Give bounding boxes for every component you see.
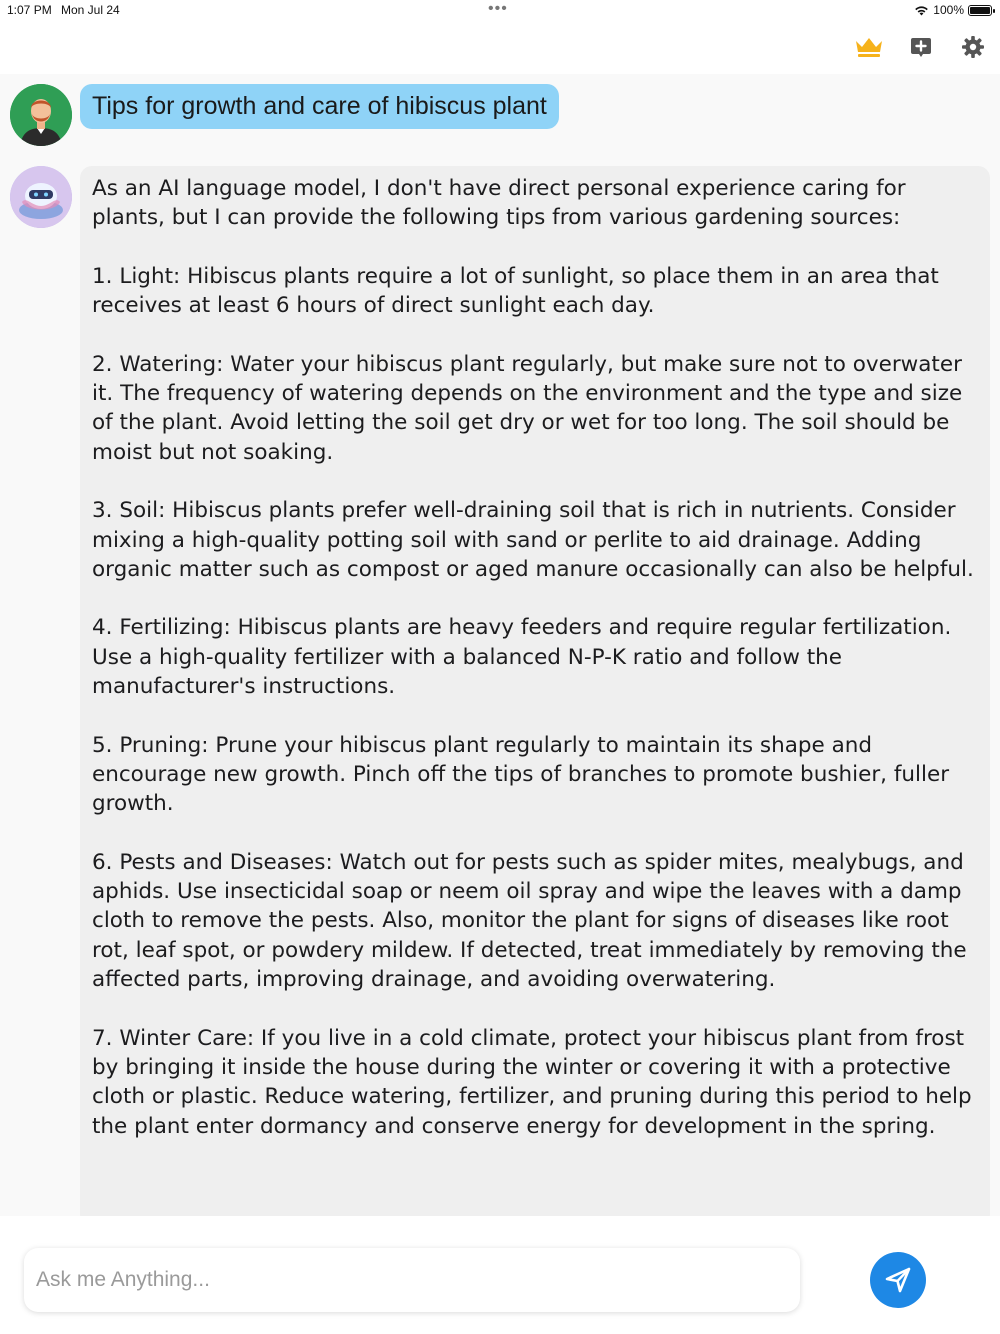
new-chat-button[interactable] — [906, 32, 936, 62]
bot-message-paragraph: 5. Pruning: Prune your hibiscus plant regularly to maintain its shape and encourage new growth. Pinch off the tips of branches to promote bushier, fuller growth. — [92, 732, 956, 817]
bot-message-bubble — [80, 166, 990, 1216]
status-time: 1:07 PM — [7, 3, 52, 17]
send-icon — [884, 1266, 912, 1294]
status-bar — [0, 0, 1000, 22]
gear-icon — [961, 35, 985, 59]
bot-message-paragraph: 1. Light: Hibiscus plants require a lot of sunlight, so place them in an area that receives at least 6 hours of direct sunlight each day. — [92, 263, 946, 319]
add-chat-icon — [909, 35, 933, 59]
battery-icon — [968, 5, 992, 16]
status-right — [914, 3, 992, 17]
status-date: Mon Jul 24 — [61, 3, 120, 17]
bot-message-paragraph: 6. Pests and Diseases: Watch out for pests such as spider mites, mealybugs, and aphids. Use insecticidal soap or neem oil spray and wipe the leaves with a damp cloth to remove the pests. Also, monitor the plant for signs of diseases like root rot, leaf spot, or powdery mildew. If detected, treat immediately by removing the affected parts, improving drainage, and avoiding overwatering. — [92, 849, 974, 993]
bot-message-paragraph: 4. Fertilizing: Hibiscus plants are heavy feeders and require regular fertilization. Use a high-quality fertilizer with a balanced N-P-K ratio and follow the manufacturer's instructions. — [92, 615, 959, 700]
crown-icon — [854, 35, 884, 59]
bot-avatar-icon — [10, 166, 72, 228]
message-input[interactable] — [36, 1268, 788, 1292]
wifi-icon — [914, 5, 929, 16]
bot-message-paragraph: As an AI language model, I don't have direct personal experience caring for plants, but I can provide the following tips from various gardening sources: — [92, 176, 913, 231]
bot-message-paragraph: 7. Winter Care: If you live in a cold climate, protect your hibiscus plant from frost by bringing it inside the house during the winter or covering it with a protective cloth or plastic. Reduce watering, fertilizer, and pruning during this period to help the plant enter dormancy and conserve energy for development in the spring. — [92, 1025, 979, 1139]
chat-area[interactable] — [0, 74, 1000, 1216]
bot-message-paragraph: 3. Soil: Hibiscus plants prefer well-draining soil that is rich in nutrients. Consider mixing a high-quality potting soil with sand or perlite to aid drainage. Adding organic matter such as compost or aged manure occasionally can also be helpful. — [92, 498, 974, 582]
user-message-text: Tips for growth and care of hibiscus plant — [92, 92, 547, 120]
premium-button[interactable] — [854, 32, 884, 62]
top-toolbar — [854, 30, 988, 64]
user-message-bubble — [80, 84, 559, 129]
user-avatar-icon — [10, 84, 72, 146]
battery-percent: 100% — [933, 3, 964, 17]
send-button[interactable] — [870, 1252, 926, 1308]
user-avatar — [10, 84, 72, 146]
bot-avatar — [10, 166, 72, 228]
multitasking-dots-icon[interactable]: ••• — [488, 0, 508, 17]
settings-button[interactable] — [958, 32, 988, 62]
bot-message-paragraph: 2. Watering: Water your hibiscus plant regularly, but make sure not to overwater it. The frequency of watering depends on the environment and the type and size of the plant. Avoid letting the soil get dry or wet for too long. The soil should be moist but not soaking. — [92, 351, 970, 465]
message-input-container — [24, 1248, 800, 1312]
